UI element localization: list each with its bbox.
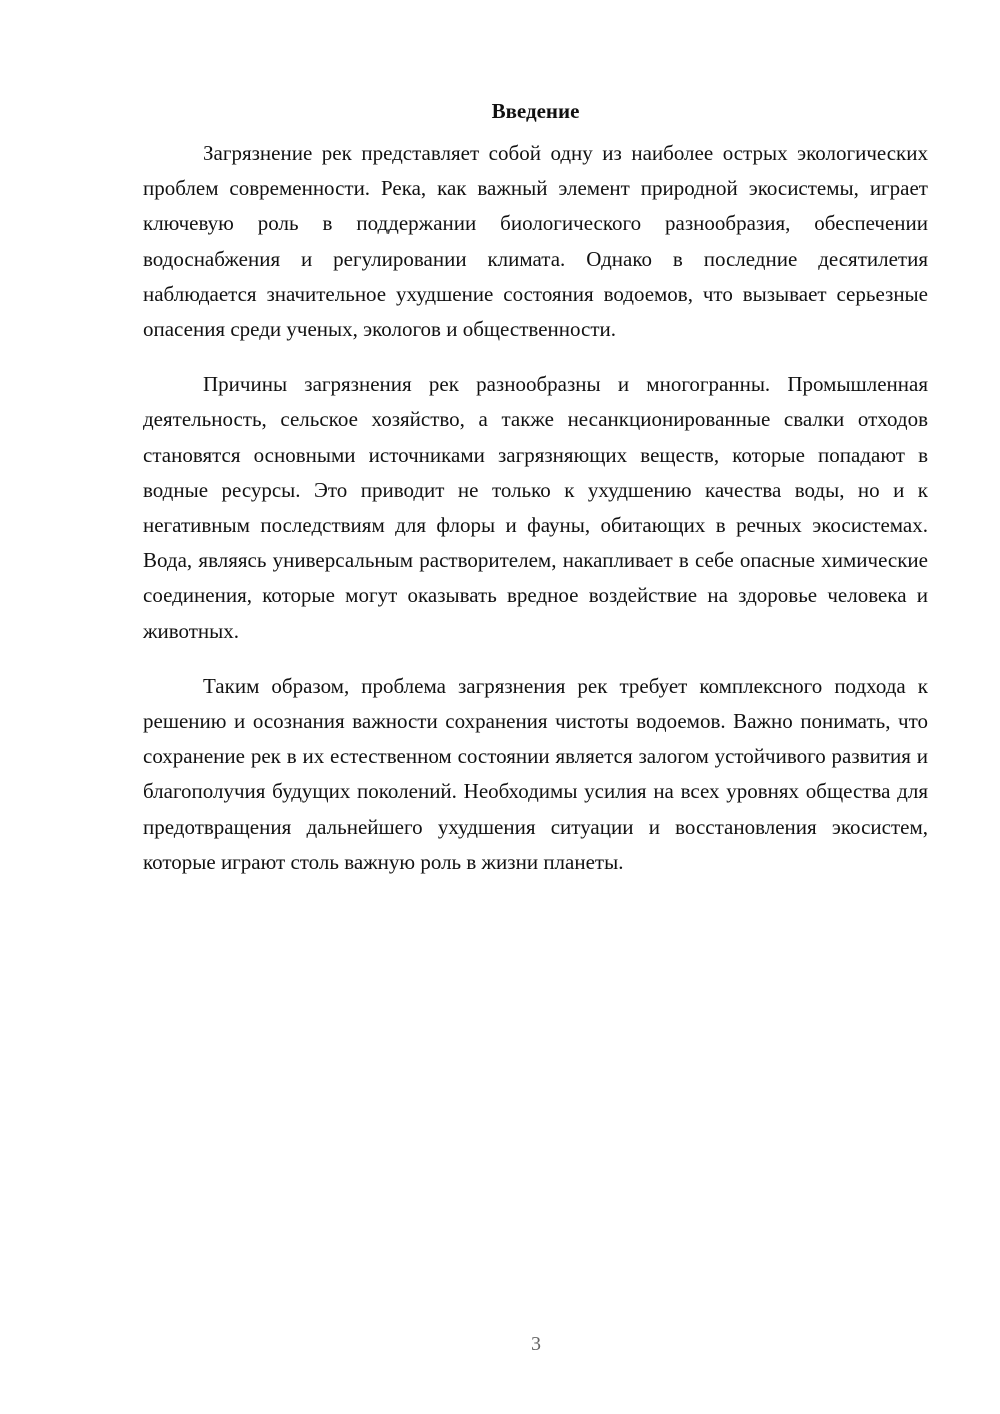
section-heading: Введение: [491, 99, 580, 123]
page-number: 3: [531, 1333, 541, 1355]
page-content: [143, 96, 928, 900]
paragraph-1: Загрязнение рек представляет собой одну из наиболее острых экологических проблем современности. Река, как важный элемент природной экосистемы, играет ключевую роль в поддержании биологического разнообразия, обеспечении водоснабжения и регулировании климата. Однако в последние десятилетия наблюдается значительное ухудшение состояния водоемов, что вызывает серьезные опасения среди ученых, экологов и общественности.: [143, 141, 928, 342]
paragraph-2: Причины загрязнения рек разнообразны и многогранны. Промышленная деятельность, сельское хозяйство, а также несанкционированные свалки отходов становятся основными источниками загрязняющих веществ, которые попадают в водные ресурсы. Это приводит не только к ухудшению качества воды, но и к негативным последствиям для флоры и фауны, обитающих в речных экосистемах. Вода, являясь универсальным растворителем, накапливает в себе опасные химические соединения, которые могут оказывать вредное воздействие на здоровье человека и животных.: [143, 372, 928, 643]
paragraph-3: Таким образом, проблема загрязнения рек требует комплексного подхода к решению и осознания важности сохранения чистоты водоемов. Важно понимать, что сохранение рек в их естественном состоянии является залогом устойчивого развития и благополучия будущих поколений. Необходимы усилия на всех уровнях общества для предотвращения дальнейшего ухудшения ситуации и восстановления экосистем, которые играют столь важную роль в жизни планеты.: [143, 673, 928, 874]
